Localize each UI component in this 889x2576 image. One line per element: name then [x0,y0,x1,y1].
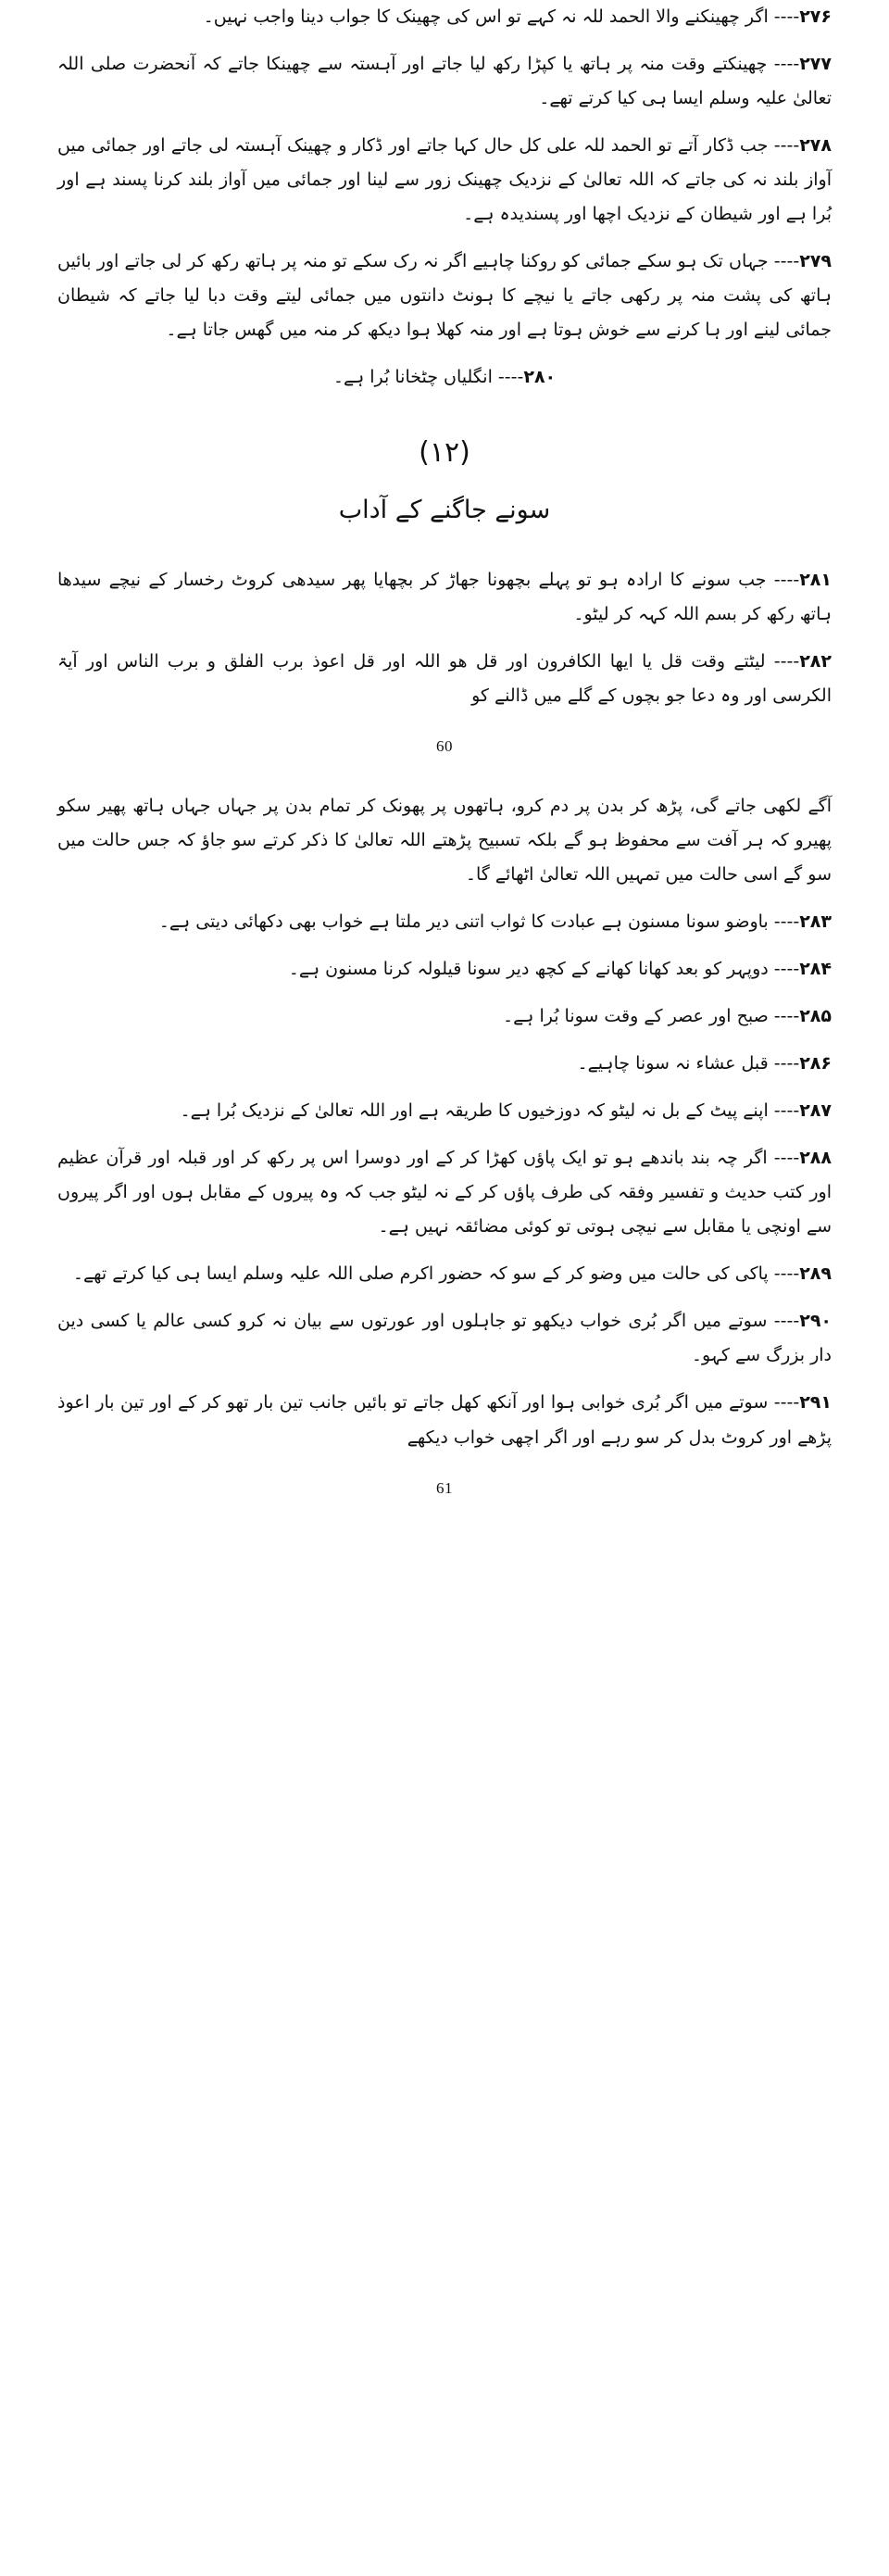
page-folio-number: 61 [436,1478,453,1497]
entry-number: ۲۷۶ [799,6,832,27]
entry-dashes: ---- [773,569,800,590]
page-60 [0,0,889,756]
entry-text: آگے لکھی جاتے گی، پڑھ کر بدن پر دم کرو، ہاتھوں پر پھونک کر تمام بدن پر جہاں جہاں ہاتھ پھیر سکو پھیرو کہ ہر آفت سے محفوظ ہو گے بلکہ تسبیح پڑھتے اللہ تعالیٰ کا ذکر کرتے سو جاؤ کہ جس حالت میں سو گے اسی حالت میں تمہیں اللہ تعالیٰ اٹھائے گا۔ [57,795,832,885]
chapter-number: (۱۲) [419,436,470,470]
entry-dashes: ---- [773,251,800,272]
entry-dashes: ---- [773,1053,800,1074]
entry-number: ۲۸۷ [799,1100,832,1122]
entry-text: باوضو سونا مسنون ہے عبادت کا ثواب اتنی دیر ملتا ہے خواب بھی دکھائی دیتی ہے۔ [158,911,769,932]
entry-text: قبل عشاء نہ سونا چاہیے۔ [577,1053,769,1074]
entry-number: ۲۸۹ [799,1263,832,1285]
entry-number: ۲۸۵ [799,1006,832,1027]
entry-dashes: ---- [773,1006,800,1027]
entry-text: اگر چھینکنے والا الحمد للہ نہ کہے تو اس کی چھینک کا جواب دینا واجب نہیں۔ [203,6,769,27]
entry-text: پاکی کی حالت میں وضو کر کے سو کہ حضور اکرم صلی اللہ علیہ وسلم ایسا ہی کیا کرتے تھے۔ [72,1263,769,1285]
entry-number: ۲۹۱ [799,1392,832,1414]
entry-dashes: ---- [773,958,800,979]
entry-281 [57,563,832,632]
page-61 [0,784,889,1498]
entry-dashes: ---- [497,367,524,388]
entry-283 [57,905,832,939]
entry-number: ۲۸۸ [799,1148,832,1169]
entry-285 [57,999,832,1034]
entry-text: جب ڈکار آتے تو الحمد للہ علی کل حال کہا جاتے اور ڈکار و چھینک آہستہ لی جاتے اور جمائی میں آواز بلند نہ کی جاتے کہ اللہ تعالیٰ کے نزدیک چھینک زور سے لینا اور جمائی میں آواز بلند کرنا پسند ہے اور بُرا ہے اور شیطان کے نزدیک اچھا اور پسندیدہ ہے۔ [57,135,832,225]
page-separator [0,756,889,784]
entry-dashes: ---- [773,650,800,672]
entry-number: ۲۸۰ [523,367,557,388]
entry-dashes: ---- [773,1100,800,1122]
entry-number: ۲۸۳ [799,911,832,932]
entry-number: ۲۸۴ [799,958,832,979]
entry-text: چھینکتے وقت منہ پر ہاتھ یا کپڑا رکھ لیا جاتے اور آہستہ سے چھینکا جاتے کہ آنحضرت صلی اللہ تعالیٰ علیہ وسلم ایسا ہی کیا کرتے تھے۔ [57,54,832,109]
page-60-body [57,0,832,713]
entry-number: ۲۸۶ [799,1053,832,1074]
entry-291 [57,1386,832,1454]
entry-number: ۲۷۷ [799,54,832,75]
entry-277 [57,47,832,116]
entry-text: سوتے میں اگر بُری خوابی ہوا اور آنکھ کھل جاتے تو بائیں جانب تین بار تھو کر کے اور تین بار اعوذ پڑھے اور کروٹ بدل کر سو رہے اور اگر اچھی خواب دیکھے [57,1392,832,1448]
entry-290 [57,1304,832,1373]
entry-text: جہاں تک ہو سکے جمائی کو روکنا چاہیے اگر نہ رک سکے تو منہ پر ہاتھ رکھ کر لی جاتے اور بائیں ہاتھ کی پشت منہ پر رکھی جاتے یا نیچے کا ہونٹ دانتوں میں جمائی لیتے وقت دبا لیا جاتے کہ شیطان جمائی لینے اور ہا کرنے سے خوش ہوتا ہے اور منہ کھلا ہوا دیکھ کر منہ میں گھس جاتا ہے۔ [57,251,832,341]
entry-dashes: ---- [773,6,800,27]
entry-280 [57,360,832,395]
entry-number: ۲۸۲ [799,650,832,672]
entry-dashes: ---- [773,1392,800,1414]
entry-278 [57,129,832,232]
entry-text: اگر چہ بند باندھے ہو تو ایک پاؤں کھڑا کر کے اور دوسرا اس پر رکھ کر اور قبلہ اور قرآن عظیم اور کتب حدیث و تفسیر وفقہ کی طرف پاؤں کر کے نہ لیٹو جب کہ وہ پیروں کے مقابل ہوں اور اگر پیروں سے اونچی یا مقابل سے نیچی ہوتی تو کوئی مضائقہ نہیں ہے۔ [57,1148,832,1238]
entry-number: ۲۷۹ [799,251,833,272]
entry-text: صبح اور عصر کے وقت سونا بُرا ہے۔ [503,1006,769,1027]
entry-286 [57,1047,832,1081]
entry-288 [57,1141,832,1244]
entry-282 [57,645,832,713]
entry-text: انگلیاں چٹخانا بُرا ہے۔ [332,367,493,388]
entry-276 [57,0,832,34]
page-61-body [57,789,832,1455]
entry-dashes: ---- [773,1263,800,1285]
entry-279 [57,245,832,347]
entry-number: ۲۹۰ [799,1311,833,1332]
entry-text: لیٹتے وقت قل یا ایھا الکافرون اور قل ھو اللہ اور قل اعوذ برب الفلق و برب الناس اور آیۃ الکرسی اور وہ دعا جو بچوں کے گلے میں ڈالنے کو [57,650,832,706]
chapter-title: سونے جاگنے کے آداب [338,495,551,524]
entry-282-continued [57,789,832,892]
entry-text: جب سونے کا ارادہ ہو تو پہلے بچھونا جھاڑ کر بچھایا پھر سیدھی کروٹ رخسار کے نیچے سیدھا ہاتھ رکھ کر بسم اللہ کہہ کر لیٹو۔ [57,569,832,624]
entry-dashes: ---- [773,911,800,932]
entry-number: ۲۸۱ [799,569,832,590]
entry-289 [57,1257,832,1291]
entry-text: دوپہر کو بعد کھانا کھانے کے کچھ دیر سونا قیلولہ کرنا مسنون ہے۔ [288,958,769,979]
entry-dashes: ---- [773,135,800,157]
entry-287 [57,1094,832,1128]
entry-284 [57,952,832,986]
page-folio-number: 60 [436,736,453,755]
entry-text: اپنے پیٹ کے بل نہ لیٹو کہ دوزخیوں کا طریقہ ہے اور اللہ تعالیٰ کے نزدیک بُرا ہے۔ [180,1100,769,1122]
entry-dashes: ---- [773,1311,800,1332]
entry-number: ۲۷۸ [799,135,832,157]
entry-dashes: ---- [773,1148,800,1169]
entry-dashes: ---- [773,54,800,75]
entry-text: سوتے میں اگر بُری خواب دیکھو تو جاہلوں اور عورتوں سے بیان نہ کرو کسی عالم یا کسی دین دار بزرگ سے کہو۔ [57,1311,832,1366]
